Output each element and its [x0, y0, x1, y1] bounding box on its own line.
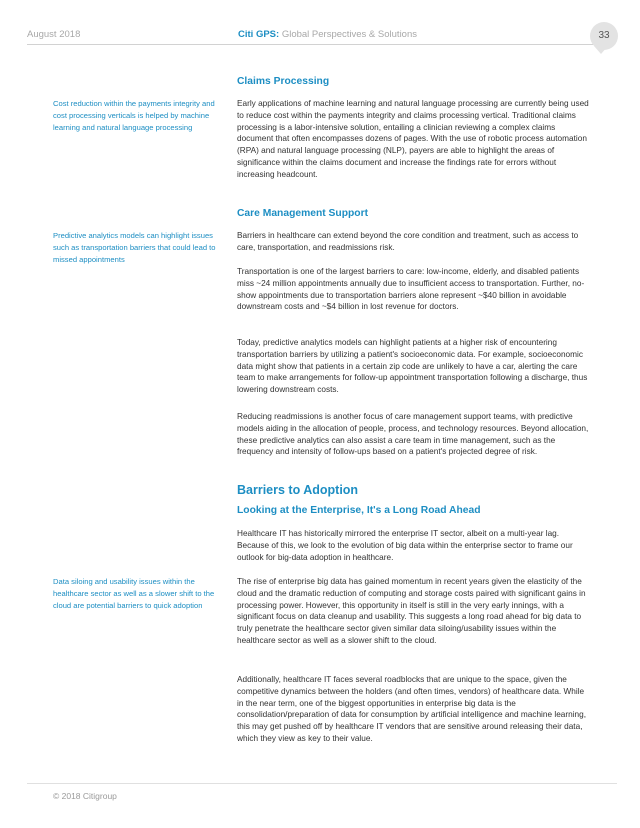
side-note-care: Predictive analytics models can highlight issues such as transportation barriers that could lead to missed appointments: [53, 231, 216, 264]
enterprise-paragraph-1: Healthcare IT has historically mirrored the enterprise IT sector, albeit on a multi-year lag. Because of this, we look to the evolution of big data within the enterprise sector to frame our outlook for big-data adoption in healthcare.: [237, 529, 573, 562]
header-publication: [238, 29, 417, 40]
care-paragraph-2: Transportation is one of the largest barriers to care: low-income, elderly, and disabled patients miss ~24 million appointments annually due to insufficient access to transportation. Further, no-show appointments due to transportation barriers alone represent ~$40 billion in avoidable downstream costs and ~$4 billion in lost revenue for doctors.: [237, 267, 585, 312]
side-note-barriers: Data siloing and usability issues within the healthcare sector as well as a slower shift to the cloud are potential barriers to quick adoption: [53, 577, 215, 610]
header-publication-name: Global Perspectives & Solutions: [281, 29, 417, 40]
claims-paragraph-1: Early applications of machine learning and natural language processing are currently being used to reduce cost within the payments integrity and claims processing vertical. Traditional claims processing is a labor-intensive solution, entailing a clinician reviewing a complex claims document that often encompasses dozens of pages. With the use of robotic process automation (RPA) and natural language processing (NLP), payers are able to highlight the areas of significance within the claims document and increase the findings rate for errors without increasing headcount.: [237, 99, 589, 179]
header-divider: [27, 44, 602, 45]
page-header: [0, 0, 640, 60]
care-paragraph-4: Reducing readmissions is another focus of care management support teams, with predictive models aiding in the allocation of people, process, and technology resources. Beyond allocation, these predictive analytics can also assist a care team in time management, such as the frequency and intensity of follow-ups based on a patient's projected degree of risk.: [237, 412, 589, 457]
heading-care-management: Care Management Support: [237, 208, 369, 219]
heading-claims-processing: Claims Processing: [237, 76, 330, 87]
side-note-claims: Cost reduction within the payments integrity and cost processing verticals is helped by machine learning and natural language processing: [53, 99, 215, 132]
footer-copyright: © 2018 Citigroup: [53, 791, 117, 801]
care-paragraph-1: Barriers in healthcare can extend beyond the core condition and treatment, such as access to care, transportation, and readmissions risk.: [237, 231, 579, 252]
heading-barriers-to-adoption: Barriers to Adoption: [237, 483, 359, 497]
enterprise-paragraph-3: Additionally, healthcare IT faces several roadblocks that are unique to the space, given the competitive dynamics between the holders (and often times, vendors) of healthcare data. While in the near term, one of the biggest opportunities in enterprise big data is the consolidation/preparation of data for consumption by artificial intelligence and machine learning, this may get pushed off by healthcare IT vendors that are sensitive around releasing their data, which they view as key to their value.: [237, 675, 587, 743]
page-badge-pointer: [594, 46, 608, 54]
care-paragraph-3: Today, predictive analytics models can highlight patients at a higher risk of encountering transportation barriers by utilizing a patient's socioeconomic data. For example, socioeconomic data might show that patients in a certain zip code are unlikely to have a car, alerting the care team to make arrangements for follow-up appointment transportation following a discharge, thus lowering downstream costs.: [237, 338, 588, 394]
footer-divider: [27, 783, 617, 784]
page-number-badge: 33: [590, 22, 618, 50]
heading-enterprise: Looking at the Enterprise, It's a Long Road Ahead: [237, 505, 481, 516]
enterprise-paragraph-2: The rise of enterprise big data has gained momentum in recent years given the elasticity of the cloud and the dramatic reduction of computing and storage costs paired with significant gains in processing power. However, this opportunity in itself is still in the very early innings, with a significant focus on data cleanup and usability. This suggests a long road ahead for big data to truly penetrate the healthcare sector given similar data siloing/usability issues within the healthcare sector as well as a slower shift to the cloud.: [237, 577, 586, 645]
header-brand: Citi GPS:: [238, 29, 280, 40]
header-date: August 2018: [27, 29, 81, 40]
